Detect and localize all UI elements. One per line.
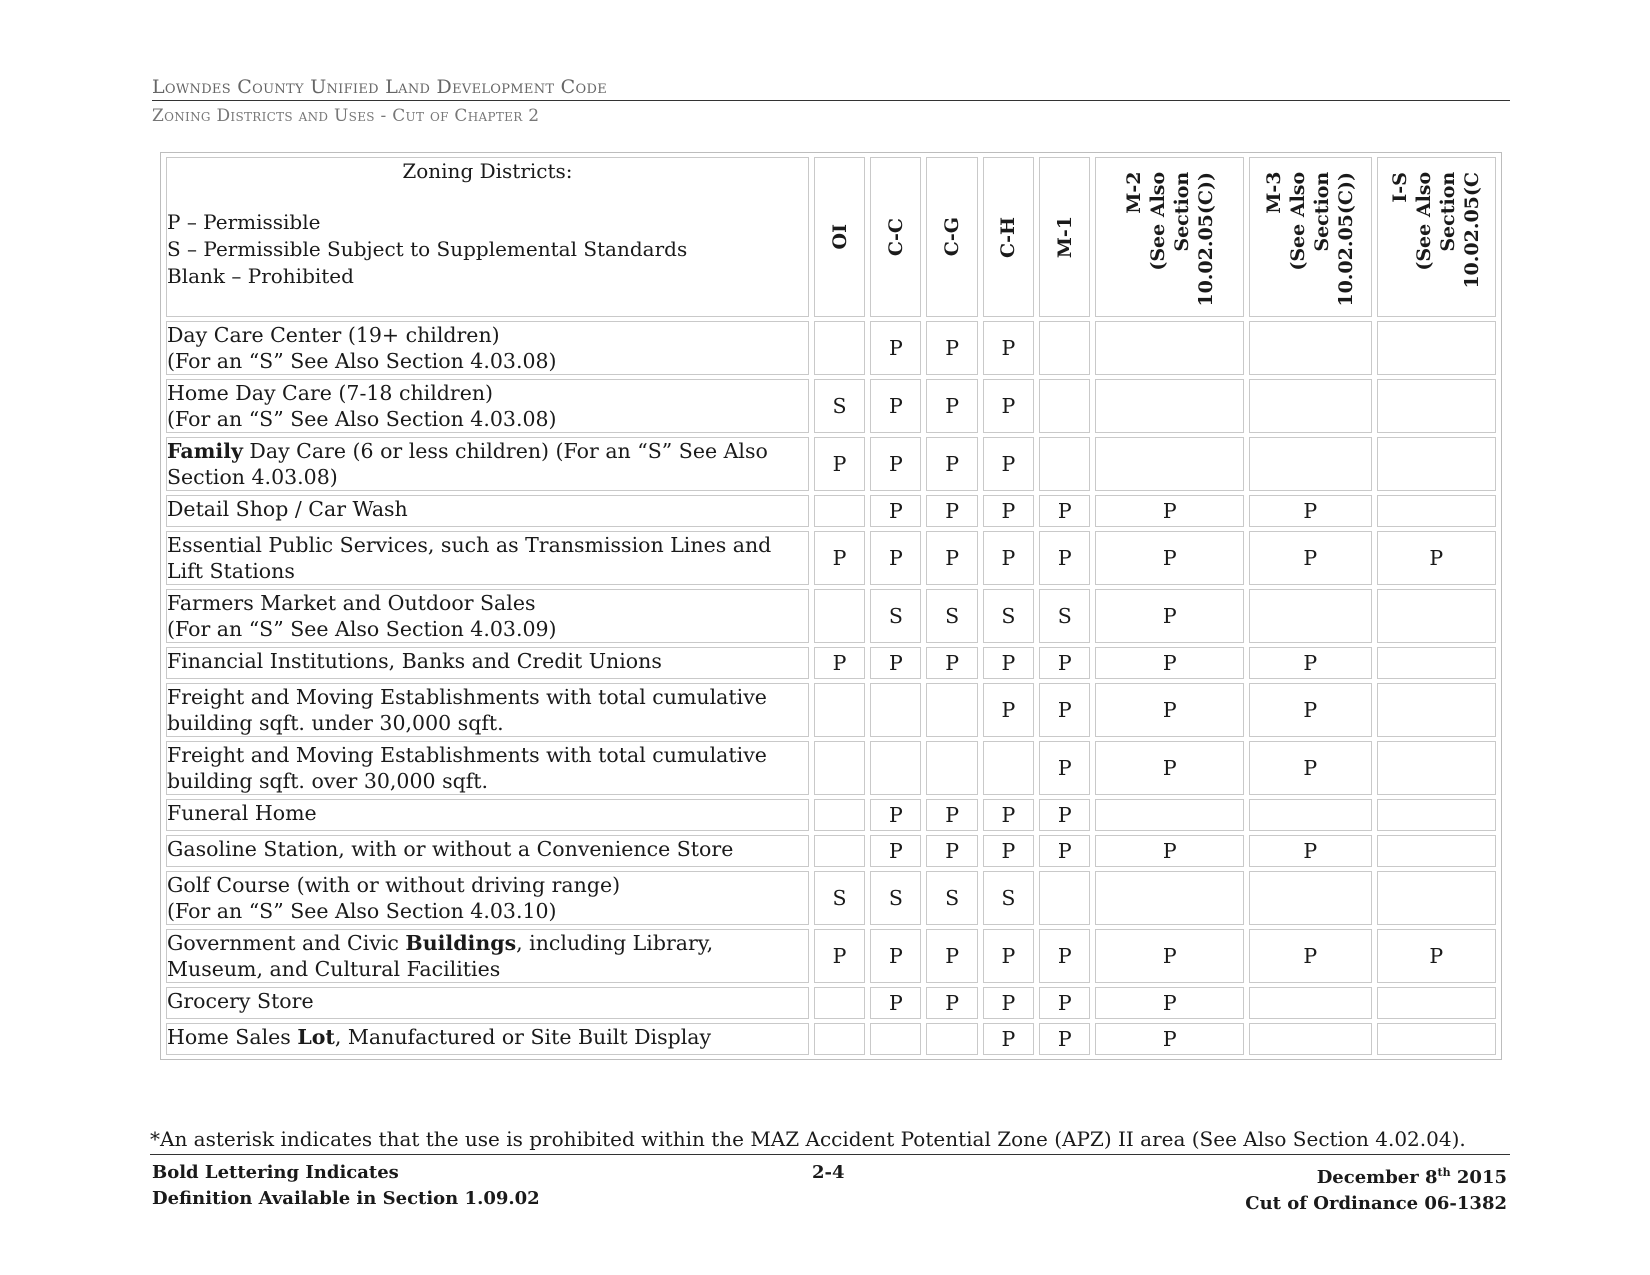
document-header-title: Lowndes County Unified Land Development Code [152,76,1510,101]
permission-cell: P [1249,495,1372,527]
permission-cell: P [870,321,921,375]
land-use-text: building sqft. over 30,000 sqft. [167,769,489,793]
land-use-text: Freight and Moving Establishments with total cumulative [167,743,767,767]
permission-cell: P [1095,683,1244,737]
land-use-cell [166,799,809,831]
permission-cell: P [1039,531,1090,585]
permission-cell [1039,871,1090,925]
permission-cell: P [870,647,921,679]
permission-cell: P [926,495,977,527]
land-use-cell [166,647,809,679]
table-row [166,835,1496,867]
permission-cell: P [926,379,977,433]
permission-cell: P [1249,741,1372,795]
land-use-text: Grocery Store [167,989,314,1013]
permission-cell: P [983,835,1034,867]
district-header-wrap [984,158,1033,316]
district-column-header [1377,157,1496,317]
table-row [166,321,1496,375]
permission-cell [926,683,977,737]
permission-cell [1095,321,1244,375]
permission-cell: P [983,987,1034,1019]
permission-cell: P [983,929,1034,983]
permission-cell [1249,799,1372,831]
permission-cell [814,495,865,527]
permission-cell: P [1095,835,1244,867]
permission-cell: P [1039,1023,1090,1055]
permission-cell: P [983,647,1034,679]
permission-cell [1095,437,1244,491]
legend-supplemental: S – Permissible Subject to Supplemental Standards [167,237,688,261]
district-code: C-G [941,217,964,257]
district-column-header [1039,157,1090,317]
defined-term: Lot [297,1025,335,1049]
permission-cell [814,321,865,375]
land-use-text: Detail Shop / Car Wash [167,497,408,521]
table-row [166,1023,1496,1055]
permission-cell: P [870,799,921,831]
header-row [166,157,1496,317]
legend-prohibited: Blank – Prohibited [167,264,354,288]
permission-cell [814,741,865,795]
permission-cell: P [983,321,1034,375]
permission-cell: P [1039,647,1090,679]
permission-cell: P [1095,589,1244,643]
land-use-cell [166,1023,809,1055]
permission-cell: P [926,531,977,585]
land-use-text: Day Care (6 or less children) (For an “S” See Also [242,439,768,463]
district-code: M-3 (See Also Section 10.02.05(C)) [1263,172,1358,307]
district-header-wrap [1378,158,1495,316]
land-use-cell [166,495,809,527]
permission-cell: S [814,379,865,433]
permission-cell: P [1039,683,1090,737]
district-column-header [870,157,921,317]
district-column-header [814,157,865,317]
table-row [166,987,1496,1019]
land-use-text: building sqft. under 30,000 sqft. [167,711,504,735]
permission-cell: P [983,683,1034,737]
permission-cell: P [1249,683,1372,737]
permission-cell [814,1023,865,1055]
district-header-wrap [1040,158,1089,316]
permission-cell: P [870,379,921,433]
permission-cell: P [983,495,1034,527]
land-use-text: Museum, and Cultural Facilities [167,957,501,981]
land-use-text: Day Care Center (19+ children) [167,323,500,347]
land-use-text: Lift Stations [167,559,295,583]
land-use-cell [166,741,809,795]
table-row [166,871,1496,925]
permission-cell [1249,987,1372,1019]
zoning-uses-table [160,152,1502,1060]
land-use-cell [166,683,809,737]
district-header-wrap [871,158,920,316]
permission-cell [983,741,1034,795]
permission-cell: S [983,871,1034,925]
permission-cell: P [1249,835,1372,867]
permission-cell: P [1377,929,1496,983]
permission-cell [1249,1023,1372,1055]
permission-cell [1249,437,1372,491]
permission-cell: P [870,531,921,585]
land-use-text: Gasoline Station, with or without a Convenience Store [167,837,734,861]
permission-cell: P [926,987,977,1019]
permission-cell: S [926,871,977,925]
permission-cell [1039,437,1090,491]
permission-cell: P [814,929,865,983]
table-row [166,741,1496,795]
permission-cell: P [926,799,977,831]
permission-cell: P [1095,987,1244,1019]
permission-cell [814,683,865,737]
permission-cell: P [926,647,977,679]
permission-cell [814,835,865,867]
district-column-header [926,157,977,317]
land-use-text: Section 4.03.08) [167,465,338,489]
permission-cell [1377,741,1496,795]
permission-cell [1377,1023,1496,1055]
land-use-cell [166,835,809,867]
district-header-wrap [815,158,864,316]
district-code: C-H [997,216,1020,258]
permission-cell: P [870,987,921,1019]
permission-cell: P [1039,987,1090,1019]
permission-cell: P [1039,741,1090,795]
permission-cell: S [870,871,921,925]
permission-cell [1377,495,1496,527]
land-use-text: (For an “S” See Also Section 4.03.08) [167,349,557,373]
permission-cell [814,589,865,643]
permission-cell [1249,589,1372,643]
land-use-cell [166,531,809,585]
permission-cell [1095,871,1244,925]
district-code: C-C [884,217,907,257]
permission-cell: P [983,799,1034,831]
district-header-wrap [1250,158,1371,316]
permission-cell: P [1039,835,1090,867]
land-use-cell [166,321,809,375]
permission-cell [926,741,977,795]
permission-cell: P [1249,647,1372,679]
document-header-subtitle: Zoning Districts and Uses - Cut of Chapter 2 [152,106,540,126]
permission-cell: P [1249,531,1372,585]
table-header [166,157,1496,317]
land-use-cell [166,589,809,643]
land-use-text: Golf Course (with or without driving range) [167,873,621,897]
permission-cell: P [1095,531,1244,585]
permission-cell [926,1023,977,1055]
permission-cell: P [926,835,977,867]
land-use-text: Financial Institutions, Banks and Credit Unions [167,649,662,673]
permission-cell: P [1095,495,1244,527]
land-use-cell [166,929,809,983]
district-header-wrap [1096,158,1243,316]
permission-cell: S [814,871,865,925]
permission-cell [1095,799,1244,831]
district-header-wrap [927,158,976,316]
land-use-text: Home Sales [167,1025,298,1049]
permission-cell: P [1249,929,1372,983]
permission-cell [1377,437,1496,491]
table-row [166,647,1496,679]
footer-right [1245,1160,1507,1217]
permission-cell: S [926,589,977,643]
land-use-text: Funeral Home [167,801,317,825]
district-code: I-S (See Also Section 10.02.05(C [1389,172,1484,289]
permission-cell: P [983,1023,1034,1055]
legend-title: Zoning Districts: [402,159,573,183]
district-code: M-1 [1053,215,1076,259]
permission-cell: P [814,531,865,585]
permission-cell: P [1039,799,1090,831]
permission-cell [870,741,921,795]
permission-cell [1377,647,1496,679]
land-use-text: Freight and Moving Establishments with total cumulative [167,685,767,709]
permission-cell [1377,379,1496,433]
permission-cell [814,987,865,1019]
land-use-cell [166,379,809,433]
permission-cell [870,683,921,737]
table-row [166,531,1496,585]
district-code: M-2 (See Also Section 10.02.05(C)) [1122,172,1217,307]
footer-bold-note: Bold Lettering Indicates [152,1162,399,1183]
table-row [166,929,1496,983]
permission-cell [814,799,865,831]
permission-cell: S [870,589,921,643]
table-row [166,379,1496,433]
permission-cell: P [1095,647,1244,679]
table-row [166,683,1496,737]
footer-left [152,1160,540,1212]
land-use-text: (For an “S” See Also Section 4.03.09) [167,617,557,641]
permission-cell: P [1039,929,1090,983]
permission-cell [1377,683,1496,737]
defined-term: Family [167,439,243,463]
permission-cell: P [983,437,1034,491]
land-use-text: Essential Public Services, such as Transmission Lines and [167,533,772,557]
table-row [166,437,1496,491]
footer-date [1245,1160,1507,1191]
district-column-header [983,157,1034,317]
land-use-text: Farmers Market and Outdoor Sales [167,591,536,615]
legend-permissible: P – Permissible [167,210,321,234]
permission-cell [1377,835,1496,867]
district-column-header [1095,157,1244,317]
permission-cell: P [1377,531,1496,585]
permission-cell: P [870,835,921,867]
land-use-text: Government and Civic [167,931,406,955]
permission-cell: P [1095,1023,1244,1055]
permission-cell [1377,871,1496,925]
permission-cell: S [983,589,1034,643]
table-row [166,799,1496,831]
permission-cell [1095,379,1244,433]
footer-definition-note: Definition Available in Section 1.09.02 [152,1188,540,1209]
permission-cell [1039,379,1090,433]
district-column-header [1249,157,1372,317]
permission-cell [1377,799,1496,831]
permission-cell [1249,379,1372,433]
permission-cell [1249,321,1372,375]
permission-cell [1249,871,1372,925]
permission-cell: P [926,929,977,983]
district-code: OI [828,224,851,250]
permission-cell: P [870,495,921,527]
land-use-cell [166,437,809,491]
permission-cell [870,1023,921,1055]
asterisk-footnote: *An asterisk indicates that the use is prohibited within the MAZ Accident Potential Zone (APZ) II area (See Also Section 4.02.04). [150,1126,1510,1155]
permission-cell: P [814,647,865,679]
land-use-cell [166,987,809,1019]
land-use-cell [166,871,809,925]
land-use-text: (For an “S” See Also Section 4.03.08) [167,407,557,431]
permission-cell [1377,987,1496,1019]
permission-cell: P [1039,495,1090,527]
land-use-text: , Manufactured or Site Built Display [334,1025,712,1049]
permission-cell: P [983,531,1034,585]
permission-cell [1377,589,1496,643]
permission-cell [1377,321,1496,375]
footer-date-year: 2015 [1450,1167,1507,1188]
permission-cell: P [983,379,1034,433]
permission-cell: P [926,321,977,375]
table-row [166,495,1496,527]
footer-date-main: December 8 [1316,1167,1438,1188]
land-use-text: , including Library, [516,931,714,955]
permission-cell: P [926,437,977,491]
defined-term: Buildings [405,931,517,955]
table-row [166,589,1496,643]
footer-ordinance: Cut of Ordinance 06-1382 [1245,1193,1507,1214]
permission-cell: P [870,437,921,491]
land-use-text: (For an “S” See Also Section 4.03.10) [167,899,557,923]
permission-cell: P [1095,741,1244,795]
permission-cell: S [1039,589,1090,643]
legend-key-cell [166,157,809,317]
page-number: 2-4 [812,1162,845,1183]
permission-cell: P [1095,929,1244,983]
table-body [166,321,1496,1055]
permission-cell [1039,321,1090,375]
footer-date-suffix: th [1437,1166,1451,1179]
land-use-text: Home Day Care (7-18 children) [167,381,494,405]
permission-cell: P [814,437,865,491]
permission-cell: P [870,929,921,983]
